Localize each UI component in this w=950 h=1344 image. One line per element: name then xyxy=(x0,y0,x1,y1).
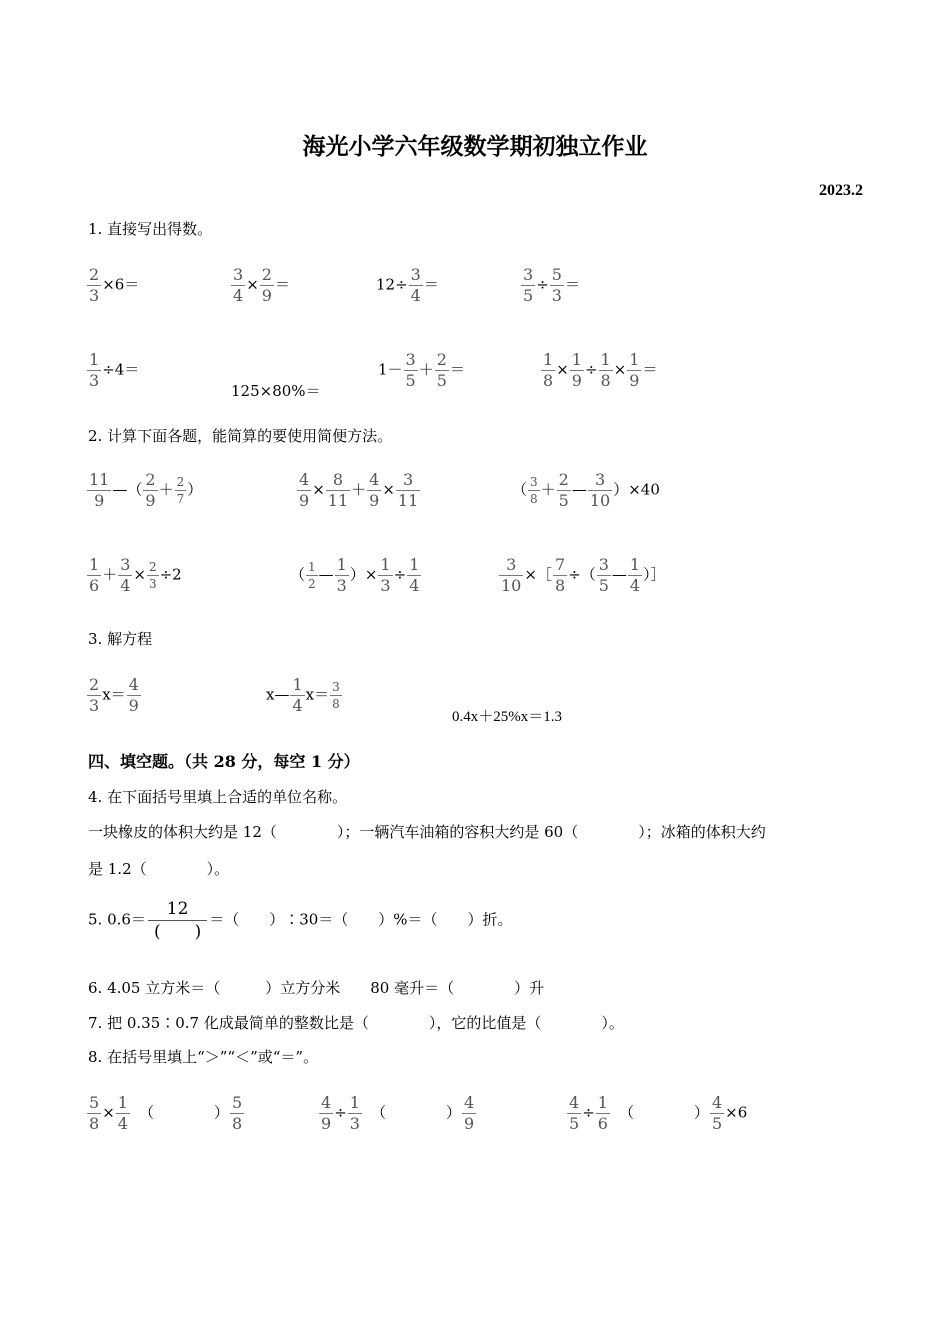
fraction: $\frac{1}{4}$ xyxy=(117,1093,128,1133)
q4-line-1: 一块橡皮的体积大约是 12（ ）；一辆汽车油箱的容积大约是 60（ ）；冰箱的体积大约 xyxy=(88,823,766,841)
fraction: $\frac{1}{9}$ xyxy=(629,350,640,390)
q1-item-4: $\frac{3}{5}$ ÷ $\frac{5}{3}$ ＝ xyxy=(523,265,580,305)
q2-expr-2: $\frac{4}{9}$ × $\frac{8}{11}$ ＋ $\frac{4}{9}$ × $\frac{3}{11}$ xyxy=(299,470,419,510)
fraction: $\frac{1}{4}$ xyxy=(292,675,303,715)
q3-equation-2: x— $\frac{1}{4}$ x＝ $\frac{3}{8}$ xyxy=(266,675,340,715)
date: 2023.2 xyxy=(819,182,863,199)
fraction: $\frac{4}{9}$ xyxy=(369,470,380,510)
q1-item-3: 12÷ $\frac{3}{4}$ ＝ xyxy=(376,265,439,305)
q1-item-1: $\frac{2}{3}$ ×6＝ xyxy=(89,265,140,305)
q7: 7. 把 0.35∶0.7 化成最简单的整数比是（ ），它的比值是（ ）。 xyxy=(88,1014,624,1032)
q5: 5. 0.6＝ $\frac{12}{( )}$ ＝（ ）∶30＝（ ）%＝（ ）折。 xyxy=(88,899,513,942)
q3-equation-1: $\frac{2}{3}$ x＝ $\frac{4}{9}$ xyxy=(89,675,139,715)
fraction: $\frac{1}{3}$ xyxy=(349,1093,360,1133)
fraction: $\frac{1}{4}$ xyxy=(409,555,420,595)
fraction: $\frac{4}{9}$ xyxy=(463,1093,475,1133)
fraction: $\frac{4}{5}$ xyxy=(711,1093,723,1133)
fraction: $\frac{3}{5}$ xyxy=(523,265,534,305)
fraction: $\frac{1}{4}$ xyxy=(629,555,641,595)
q3-heading: 3. 解方程 xyxy=(88,630,153,648)
fraction: $\frac{2}{9}$ xyxy=(261,265,272,305)
section-heading: 四、填空题。（共 28 分，每空 1 分） xyxy=(88,752,360,771)
q2-expr-6: $\frac{3}{10}$ ×［ $\frac{7}{8}$ ÷（ $\frac{3}{5}$ — $\frac{1}{4}$ ）］ xyxy=(501,555,666,595)
fraction: $\frac{4}{5}$ xyxy=(569,1093,580,1133)
q8-heading: 8. 在括号里填上“＞”“＜”或“＝”。 xyxy=(88,1048,319,1066)
fraction: $\frac{2}{9}$ xyxy=(145,470,156,510)
fraction: $\frac{1}{8}$ xyxy=(600,350,611,390)
answer-blank[interactable]: （ ） xyxy=(138,1103,229,1122)
q8-compare-3: $\frac{4}{5}$ ÷ $\frac{1}{6}$ （ ） $\frac{4}{5}$ ×6 xyxy=(569,1093,748,1133)
fraction: $\frac{3}{10}$ xyxy=(589,470,611,510)
fraction: $\frac{1}{2}$ xyxy=(308,560,316,591)
fraction: $\frac{4}{9}$ xyxy=(299,470,310,510)
q1-item-7: 1－ $\frac{3}{5}$ ＋ $\frac{2}{5}$ ＝ xyxy=(378,350,465,390)
q1-item-6: 125×80%＝ xyxy=(231,382,321,400)
q1-heading: 1. 直接写出得数。 xyxy=(88,220,213,238)
q8-compare-2: $\frac{4}{9}$ ÷ $\frac{1}{3}$ （ ） $\frac{4}{9}$ xyxy=(321,1093,475,1133)
fraction: $\frac{3}{5}$ xyxy=(405,350,416,390)
fraction: $\frac{2}{5}$ xyxy=(436,350,447,390)
answer-blank[interactable]: （ ） xyxy=(618,1103,709,1122)
fraction: $\frac{3}{5}$ xyxy=(598,555,609,595)
fraction: $\frac{4}{9}$ xyxy=(128,675,139,715)
fraction: $\frac{2}{7}$ xyxy=(176,475,185,506)
q6: 6. 4.05 立方米＝（ ）立方分米 80 毫升＝（ ）升 xyxy=(88,979,545,997)
fraction: $\frac{2}{3}$ xyxy=(148,560,157,591)
q2-expr-1: $\frac{11}{9}$ —（ $\frac{2}{9}$ ＋ $\frac{2}{7}$ ） xyxy=(89,470,203,510)
fraction: $\frac{1}{3}$ xyxy=(336,555,347,595)
fraction: $\frac{12}{( )}$ xyxy=(148,898,207,943)
fraction: $\frac{1}{6}$ xyxy=(597,1093,608,1133)
q3-equation-3: 0.4x＋25%x＝1.3 xyxy=(452,709,562,725)
answer-blank[interactable]: （ ） xyxy=(370,1103,461,1122)
q2-expr-3: （ $\frac{3}{8}$ ＋ $\frac{2}{5}$ — $\frac{3}{10}$ ）×40 xyxy=(512,470,660,510)
fraction: $\frac{4}{9}$ xyxy=(321,1093,332,1133)
fraction: $\frac{1}{8}$ xyxy=(543,350,554,390)
q2-expr-4: $\frac{1}{6}$ ＋ $\frac{3}{4}$ × $\frac{2}{3}$ ÷2 xyxy=(89,555,182,595)
fraction: $\frac{3}{8}$ xyxy=(332,680,340,711)
fraction: $\frac{1}{3}$ xyxy=(89,350,100,390)
fraction: $\frac{5}{8}$ xyxy=(89,1093,100,1133)
fraction: $\frac{1}{6}$ xyxy=(89,555,100,595)
fraction: $\frac{3}{4}$ xyxy=(233,265,244,305)
fraction: $\frac{1}{9}$ xyxy=(571,350,582,390)
fraction: $\frac{2}{5}$ xyxy=(558,470,569,510)
fraction: $\frac{1}{3}$ xyxy=(380,555,391,595)
q1-item-5: $\frac{1}{3}$ ÷4＝ xyxy=(89,350,140,390)
q8-compare-1: $\frac{5}{8}$ × $\frac{1}{4}$ （ ） $\frac{5}{8}$ xyxy=(89,1093,243,1133)
fraction: $\frac{3}{4}$ xyxy=(410,265,421,305)
fraction: $\frac{3}{11}$ xyxy=(397,470,419,510)
q2-heading: 2. 计算下面各题，能简算的要使用简便方法。 xyxy=(88,427,393,445)
q4-heading: 4. 在下面括号里填上合适的单位名称。 xyxy=(88,788,348,806)
fraction: $\frac{5}{3}$ xyxy=(551,265,562,305)
fraction: $\frac{7}{8}$ xyxy=(554,555,566,595)
fraction: $\frac{2}{3}$ xyxy=(89,675,100,715)
fraction: $\frac{5}{8}$ xyxy=(231,1093,243,1133)
page-title: 海光小学六年级数学期初独立作业 xyxy=(302,133,648,160)
q1-item-8: $\frac{1}{8}$ × $\frac{1}{9}$ ÷ $\frac{1}{8}$ × $\frac{1}{9}$ ＝ xyxy=(543,350,658,390)
fraction: $\frac{8}{11}$ xyxy=(327,470,349,510)
fraction: $\frac{11}{9}$ xyxy=(89,470,110,510)
fraction: $\frac{2}{3}$ xyxy=(89,265,100,305)
q4-line-2: 是 1.2（ ）。 xyxy=(88,860,230,878)
q1-item-2: $\frac{3}{4}$ × $\frac{2}{9}$ ＝ xyxy=(233,265,290,305)
q2-expr-5: （ $\frac{1}{2}$ — $\frac{1}{3}$ ）× $\frac{1}{3}$ ÷ $\frac{1}{4}$ xyxy=(290,555,420,595)
fraction: $\frac{3}{8}$ xyxy=(530,475,538,506)
fraction: $\frac{3}{4}$ xyxy=(120,555,131,595)
fraction: $\frac{3}{10}$ xyxy=(501,555,522,595)
